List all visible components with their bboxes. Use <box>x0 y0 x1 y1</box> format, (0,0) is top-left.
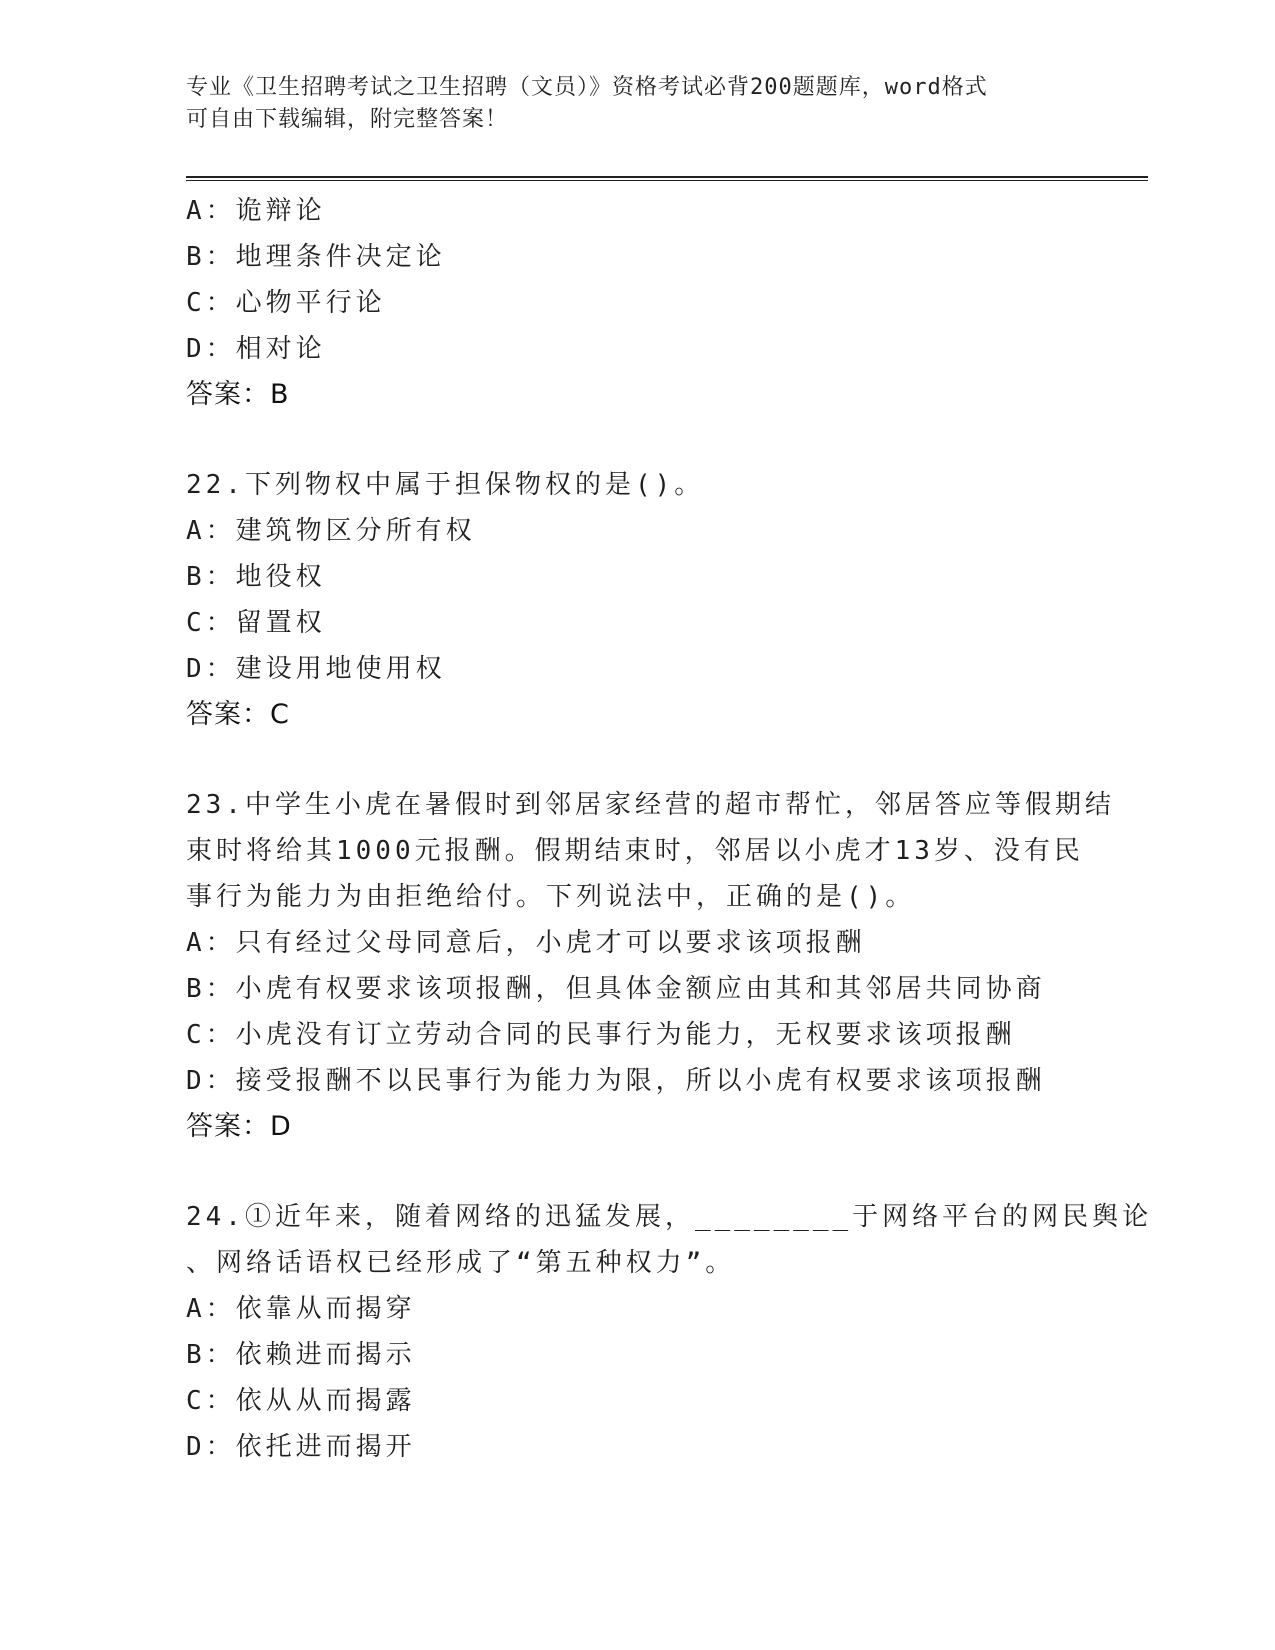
option-d: D：接受报酬不以民事行为能力为限，所以小虎有权要求该项报酬 <box>186 1066 1046 1096</box>
spacer <box>186 1150 1086 1194</box>
option-a: A：只有经过父母同意后，小虎才可以要求该项报酬 <box>186 928 866 958</box>
answer-line: 答案：C <box>186 699 290 730</box>
header-divider <box>186 176 1148 181</box>
header-title-line-1: 专业《卫生招聘考试之卫生招聘（文员）》资格考试必背200题题库，word格式 <box>186 75 988 100</box>
option-b: B：地理条件决定论 <box>186 242 446 272</box>
option-d: D：建设用地使用权 <box>186 654 446 684</box>
option-a: A：诡辩论 <box>186 196 326 226</box>
answer-line: 答案：B <box>186 379 290 410</box>
question-stem-line-1: 24.①近年来，随着网络的迅猛发展，________于网络平台的网民舆论 <box>186 1202 1153 1232</box>
option-a: A：建筑物区分所有权 <box>186 516 476 546</box>
question-stem-line-1: 23.中学生小虎在暑假时到邻居家经营的超市帮忙，邻居答应等假期结 <box>186 790 1115 820</box>
option-c: C：心物平行论 <box>186 288 386 318</box>
spacer <box>186 418 1086 462</box>
option-a: A：依靠从而揭穿 <box>186 1294 416 1324</box>
document-header <box>186 72 1086 136</box>
question-22 <box>186 462 1086 738</box>
spacer <box>186 738 1086 782</box>
question-23 <box>186 782 1115 1150</box>
option-c: C：依从从而揭露 <box>186 1386 416 1416</box>
question-stem-line-2: 束时将给其1000元报酬。假期结束时，邻居以小虎才13岁、没有民 <box>186 836 1084 866</box>
question-stem: 22.下列物权中属于担保物权的是()。 <box>186 470 705 500</box>
question-list <box>186 188 1153 1470</box>
option-d: D：依托进而揭开 <box>186 1432 416 1462</box>
question-stem-line-2: 、网络话语权已经形成了“第五种权力”。 <box>186 1248 736 1278</box>
option-b: B：依赖进而揭示 <box>186 1340 416 1370</box>
option-c: C：小虎没有订立劳动合同的民事行为能力，无权要求该项报酬 <box>186 1020 1016 1050</box>
option-c: C：留置权 <box>186 608 326 638</box>
question-stem-line-3: 事行为能力为由拒绝给付。下列说法中，正确的是()。 <box>186 882 916 912</box>
option-b: B：小虎有权要求该项报酬，但具体金额应由其和其邻居共同协商 <box>186 974 1046 1004</box>
option-b: B：地役权 <box>186 562 326 592</box>
option-d: D：相对论 <box>186 334 326 364</box>
header-title-line-2: 可自由下载编辑，附完整答案！ <box>186 107 509 132</box>
question-21-tail <box>186 188 1086 418</box>
answer-line: 答案：D <box>186 1111 292 1142</box>
question-24 <box>186 1194 1153 1470</box>
